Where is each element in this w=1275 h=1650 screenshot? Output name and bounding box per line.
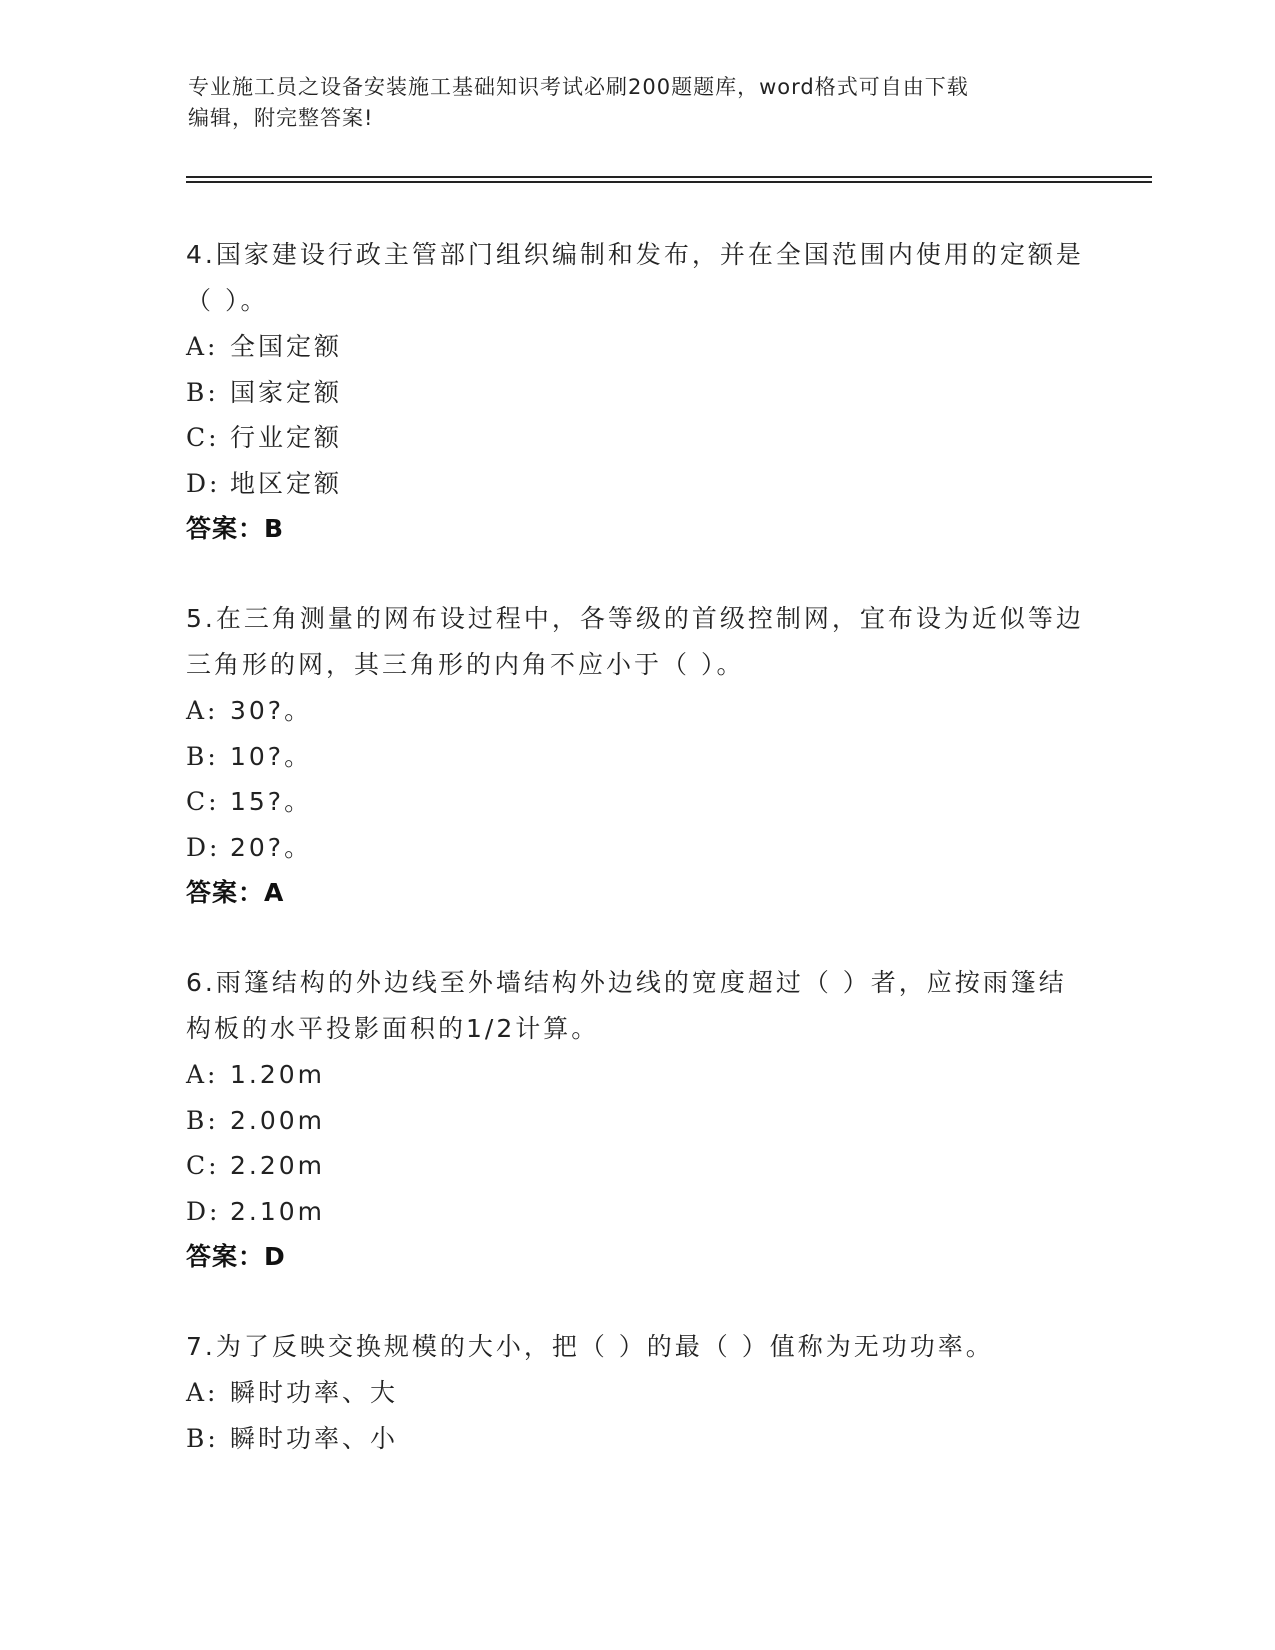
option-letter: B: [186, 1423, 219, 1453]
option-text: 瞬时功率、大 [230, 1378, 399, 1407]
header-rule-top [186, 176, 1152, 178]
option-text: 10?。 [230, 741, 313, 771]
option-letter: A: [186, 332, 219, 361]
option-text: 国家定额 [230, 377, 343, 407]
option-b [186, 370, 1086, 416]
option-d [186, 461, 1086, 507]
header-line-1: 专业施工员之设备安装施工基础知识考试必刷200题题库，word格式可自由下载 [188, 75, 969, 99]
option-c [186, 1143, 1086, 1189]
option-text: 2.00m [230, 1105, 326, 1135]
option-letter: D: [186, 1196, 221, 1226]
option-letter: A: [186, 1060, 219, 1089]
option-letter: A: [186, 696, 219, 725]
option-letter: B: [186, 377, 219, 407]
option-text: 2.10m [230, 1196, 326, 1226]
option-text: 15?。 [230, 787, 313, 816]
option-d [186, 1189, 1086, 1235]
option-letter: C: [186, 1151, 220, 1180]
option-letter: D: [186, 832, 221, 862]
question-stem: 5.在三角测量的网布设过程中，各等级的首级控制网，宜布设为近似等边三角形的网，其三角形的内角不应小于（ ）。 [186, 604, 1084, 679]
answer-line: 答案：A [186, 878, 285, 907]
header-rule-bottom [186, 181, 1152, 183]
option-d [186, 825, 1086, 871]
option-b [186, 1098, 1086, 1144]
question-stem: 6.雨篷结构的外边线至外墙结构外边线的宽度超过（ ）者，应按雨篷结构板的水平投影面积的1/2计算。 [186, 968, 1067, 1043]
option-a [186, 688, 1086, 734]
option-c [186, 415, 1086, 461]
question-stem: 7.为了反映交换规模的大小，把（ ）的最（ ）值称为无功功率。 [186, 1332, 994, 1361]
question-7 [186, 1324, 1086, 1461]
option-text: 地区定额 [230, 468, 343, 498]
option-text: 全国定额 [230, 332, 343, 361]
answer-line: 答案：B [186, 514, 285, 543]
question-stem: 4.国家建设行政主管部门组织编制和发布，并在全国范围内使用的定额是（ ）。 [186, 240, 1084, 315]
option-b [186, 734, 1086, 780]
question-6 [186, 960, 1086, 1280]
option-text: 30?。 [230, 696, 313, 725]
question-4 [186, 232, 1086, 552]
option-text: 20?。 [230, 832, 313, 862]
option-b [186, 1416, 1086, 1462]
option-a [186, 324, 1086, 370]
document-header [188, 72, 1068, 134]
option-text: 2.20m [230, 1151, 326, 1180]
header-line-2: 编辑，附完整答案! [188, 106, 374, 130]
option-text: 瞬时功率、小 [230, 1423, 399, 1453]
option-letter: B: [186, 741, 219, 771]
option-letter: C: [186, 423, 220, 452]
question-5 [186, 596, 1086, 916]
option-letter: A: [186, 1378, 219, 1407]
option-a [186, 1052, 1086, 1098]
option-letter: D: [186, 468, 221, 498]
option-letter: C: [186, 787, 220, 816]
option-letter: B: [186, 1105, 219, 1135]
answer-line: 答案：D [186, 1242, 286, 1271]
option-c [186, 779, 1086, 825]
option-a [186, 1370, 1086, 1416]
option-text: 1.20m [230, 1060, 326, 1089]
option-text: 行业定额 [230, 423, 343, 452]
